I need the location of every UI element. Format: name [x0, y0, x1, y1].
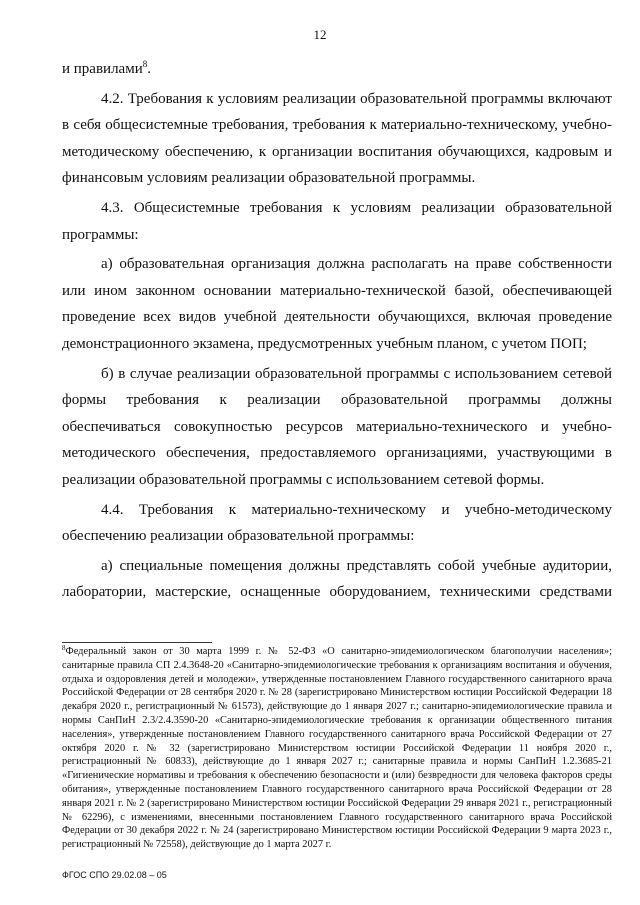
body-text [62, 56, 612, 606]
page-number: 12 [313, 27, 327, 42]
paragraph-continuation [62, 56, 612, 83]
paragraph-continuation-end: . [147, 61, 151, 77]
paragraph-4-4-a: а) специальные помещения должны представлять собой учебные аудитории, лаборатории, мастерские, оснащенные оборудованием, техническими средствами [62, 557, 612, 601]
footnote [62, 645, 612, 852]
footnote-separator [62, 642, 212, 643]
paragraph-4-2: 4.2. Требования к условиям реализации образовательной программы включают в себя общесистемные требования, требования к материально-техническому, учебно-методическому обеспечению, к организации воспитания обучающихся, кадровым и финансовым условиям реализации образовательной программы. [62, 90, 612, 187]
footnote-reference: 8 [142, 59, 148, 69]
footnote-text: Федеральный закон от 30 марта 1999 г. № 52-ФЗ «О санитарно-эпидемиологическом благополучии населения»; санитарные правила СП 2.4.3648-20 «Санитарно-эпидемиологические требования к организациям воспитания и обучения, отдыха и оздоровления детей и молодежи», утвержденные постановлением Главного государственного санитарного врача Российской Федерации от 28 сентября 2020 г. № 28 (зарегистрировано Министерством юстиции Российской Федерации 18 декабря 2020 г., регистрационный № 61573), действующие до 1 января 2027 г.; санитарно-эпидемиологические правила и нормы СанПиН 2.3/2.4.3590-20 «Санитарно-эпидемиологические требования к организации общественного питания населения», утвержденные постановлением Главного государственного санитарного врача Российской Федерации от 27 октября 2020 г. № 32 (зарегистрировано Министерством юстиции Российской Федерации 11 ноября 2020 г., регистрационный № 60833), действующие до 1 января 2027 г.; санитарные правила и нормы СанПиН 1.2.3685-21 «Гигиенические нормативы и требования к обеспечению безопасности и (или) безвредности для человека факторов среды обитания», утвержденные постановлением Главного государственного санитарного врача Российской Федерации от 28 января 2021 г. № 2 (зарегистрировано Министерством юстиции Российской Федерации 29 января 2021 г., регистрационный № 62296), с изменениями, внесенными постановлением Главного государственного санитарного врача Российской Федерации от 30 декабря 2022 г. № 24 (зарегистрировано Министерством юстиции Российской Федерации 9 марта 2023 г., регистрационный № 72558), действующие до 1 марта 2027 г. [62, 646, 612, 851]
footnote-marker: 8 [62, 644, 66, 652]
paragraph-4-3: 4.3. Общесистемные требования к условиям реализации образовательной программы: [62, 199, 612, 243]
paragraph-4-3-b: б) в случае реализации образовательной программы с использованием сетевой формы требования к реализации образовательной программы должны обеспечиваться совокупностью ресурсов материально-технического и учебно-методического обеспечения, предоставляемого организациями, участвующими в реализации образовательной программы с использованием сетевой формы. [62, 365, 612, 488]
paragraph-4-3-a: а) образовательная организация должна располагать на праве собственности или ином законном основании материально-технической базой, обеспечивающей проведение всех видов учебной деятельности обучающихся, включая проведение демонстрационного экзамена, предусмотренных учебным планом, с учетом ПОП; [62, 256, 612, 352]
paragraph-4-4: 4.4. Требования к материально-техническому и учебно-методическому обеспечению реализации образовательной программы: [62, 501, 612, 545]
document-code: ФГОС СПО 29.02.08 – 05 [62, 870, 167, 880]
paragraph-continuation-text: и правилами [62, 61, 143, 77]
